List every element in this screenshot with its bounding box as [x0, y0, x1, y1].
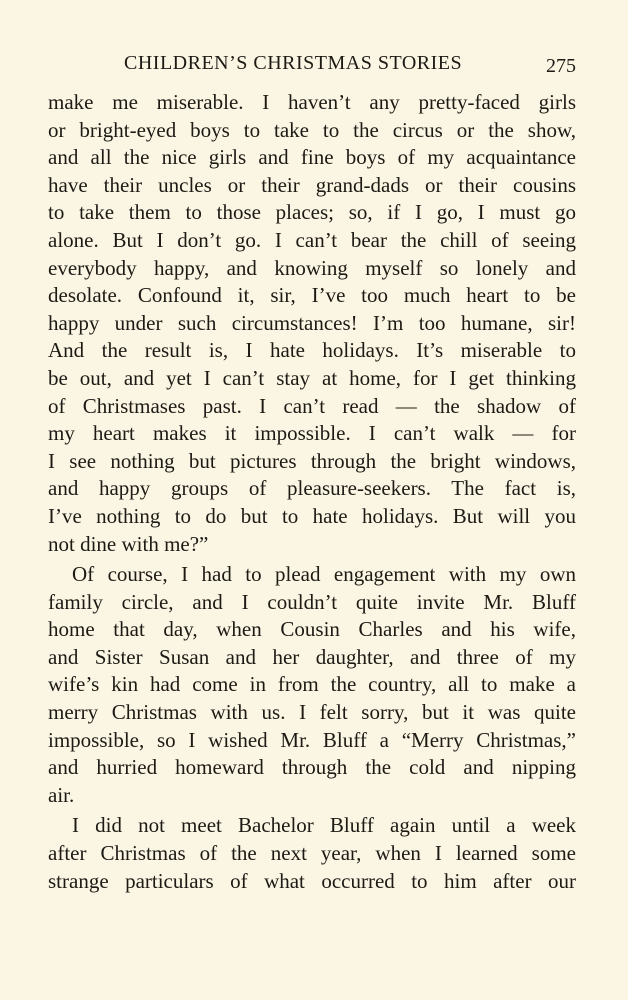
text-line: of Christmases past. I can’t read — the shadow of — [48, 393, 576, 418]
text-line: not dine with me?” — [48, 531, 209, 556]
text-line: and hurried homeward through the cold and nipping — [48, 755, 576, 780]
text-line: be out, and yet I can’t stay at home, for I get thinking — [48, 365, 576, 390]
text-line: everybody happy, and knowing myself so lonely and — [48, 255, 576, 280]
text-line: Of course, I had to plead engagement with my own — [72, 562, 576, 587]
text-line: wife’s kin had come in from the country, all to make a — [48, 672, 576, 697]
text-line: after Christmas of the next year, when I learned some — [48, 841, 576, 866]
text-line: or bright-eyed boys to take to the circus or the show, — [48, 117, 576, 142]
text-line: impossible, so I wished Mr. Bluff a “Merry Christmas,” — [48, 727, 576, 752]
text-line: happy under such circumstances! I’m too humane, sir! — [48, 310, 576, 335]
text-line: and Sister Susan and her daughter, and three of my — [48, 644, 576, 669]
page-number: 275 — [546, 55, 576, 77]
text-line: alone. But I don’t go. I can’t bear the chill of seeing — [48, 227, 576, 252]
text-line: I did not meet Bachelor Bluff again until a week — [72, 813, 576, 838]
text-line: my heart makes it impossible. I can’t walk — for — [48, 421, 576, 446]
text-line: have their uncles or their grand-dads or their cousins — [48, 172, 576, 197]
paragraph — [48, 561, 576, 809]
text-line: And the result is, I hate holidays. It’s miserable to — [48, 338, 576, 363]
text-line: I’ve nothing to do but to hate holidays. But will you — [48, 503, 576, 528]
text-line: to take them to those places; so, if I go, I must go — [48, 200, 576, 225]
body-text — [48, 89, 576, 895]
text-line: make me miserable. I haven’t any pretty-faced girls — [48, 90, 576, 114]
text-line: merry Christmas with us. I felt sorry, but it was quite — [48, 700, 576, 725]
text-line: and all the nice girls and fine boys of my acquaintance — [48, 145, 576, 170]
running-head-title: CHILDREN’S CHRISTMAS STORIES — [124, 52, 463, 74]
paragraph — [48, 89, 576, 558]
text-line: air. — [48, 782, 75, 807]
text-line: family circle, and I couldn’t quite invite Mr. Bluff — [48, 589, 576, 614]
text-line: strange particulars of what occurred to him after our — [48, 868, 576, 893]
text-line: desolate. Confound it, sir, I’ve too much heart to be — [48, 283, 576, 308]
text-line: and happy groups of pleasure-seekers. The fact is, — [48, 476, 576, 501]
paragraph — [48, 812, 576, 895]
text-line: home that day, when Cousin Charles and his wife, — [48, 617, 576, 642]
text-line: I see nothing but pictures through the bright windows, — [48, 448, 576, 473]
